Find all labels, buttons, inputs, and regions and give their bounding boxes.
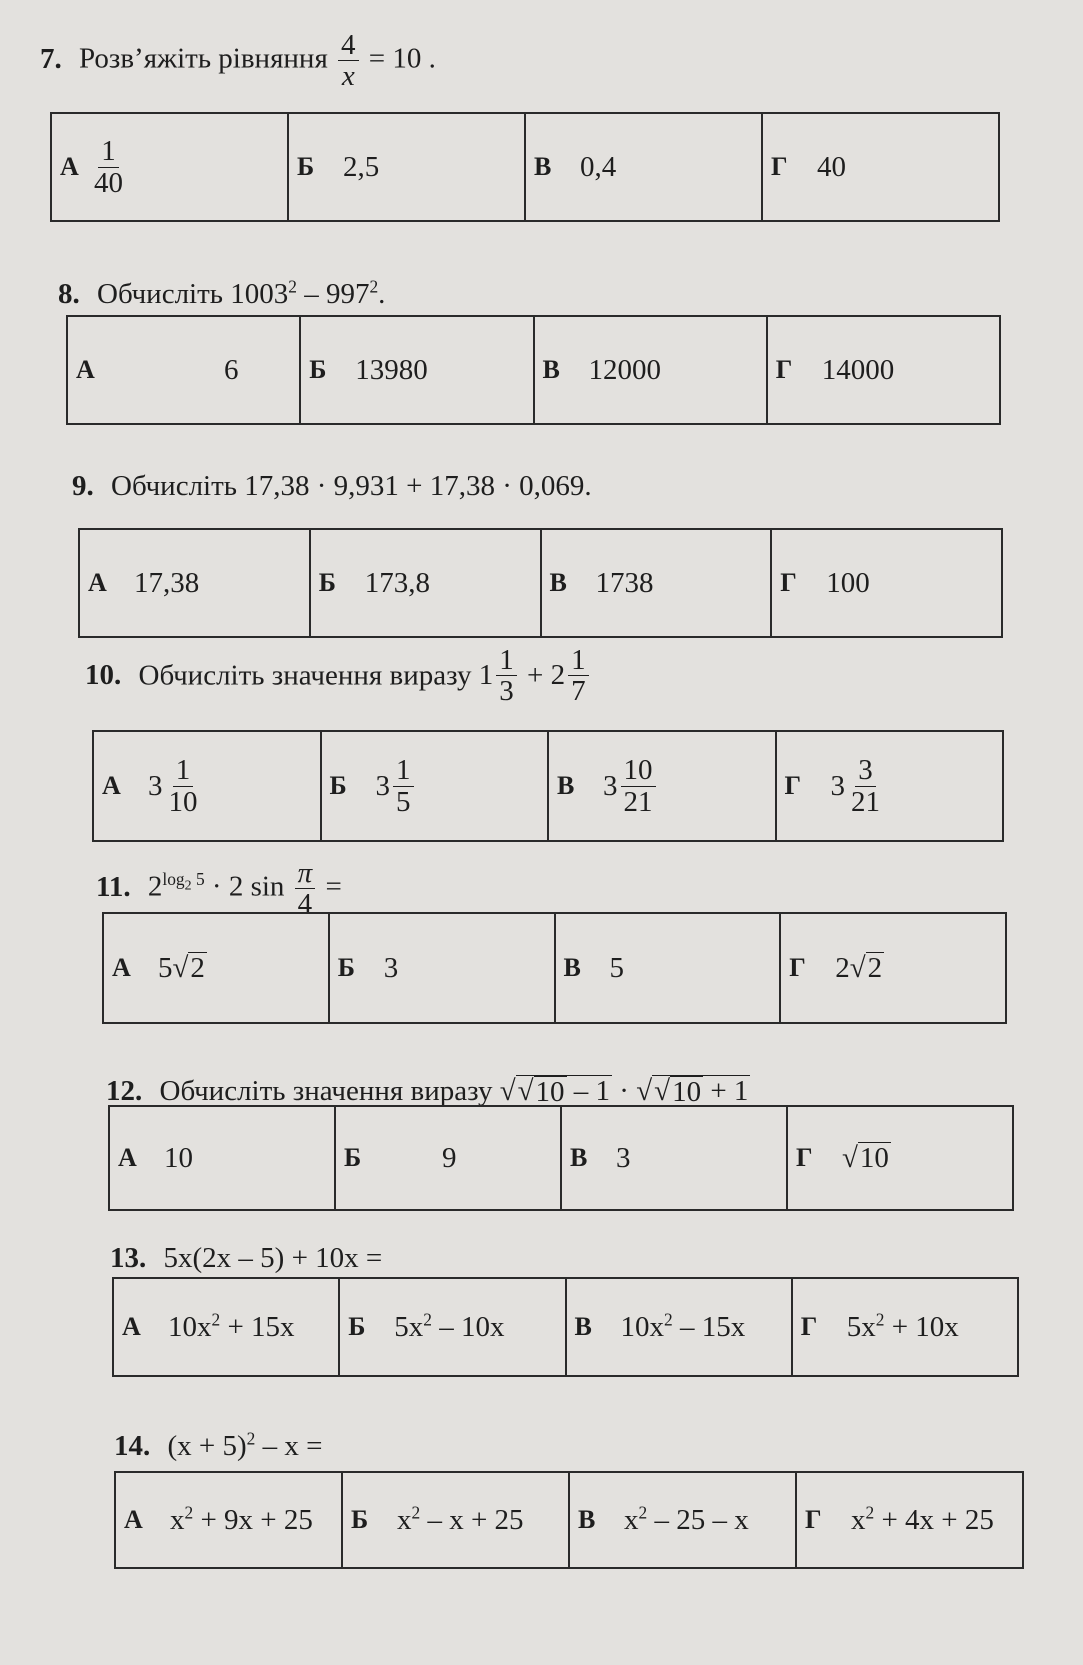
option-a[interactable]: А 10 — [110, 1107, 336, 1209]
option-g[interactable]: Г 40 — [771, 150, 846, 183]
option-v[interactable]: В $x^2 - 25$ – x — [570, 1473, 797, 1567]
option-g[interactable]: Г 3 $\frac{3}{21}$ — [784, 754, 880, 818]
option-g[interactable]: Г 14000 — [775, 353, 895, 386]
question-9: 9. Обчисліть 17,38 · 9,931 + 17,38 · 0,069. — [72, 470, 592, 502]
option-b[interactable]: Б 173,8 — [311, 530, 542, 636]
question-number: 8. — [58, 278, 80, 310]
question-13: 13. 5x(2x – 5) + 10x = — [110, 1242, 383, 1274]
option-b[interactable]: Б 2,5 — [289, 114, 526, 220]
question-number: 13. — [110, 1242, 147, 1274]
question-7: 7. Розв’яжіть рівняння $\frac{4}{x}$ = 10 . — [40, 29, 436, 93]
question-text: Розв’яжіть рівняння — [79, 42, 328, 75]
option-b[interactable]: Б $x^2 - x + 25$ — [343, 1473, 570, 1567]
option-v[interactable]: В 3 $\frac{10}{21}$ — [549, 732, 777, 840]
option-fraction: $\frac{1}{40}$ — [94, 135, 123, 199]
answer-table-13 — [112, 1277, 1019, 1377]
question-12: 12. Обчисліть значення виразу √ √ 10 – 1 · √ √ 10 + 1 — [106, 1075, 749, 1108]
option-g[interactable]: Г √ 10 — [796, 1141, 889, 1174]
option-v[interactable]: В $10x^2 - 15x$ — [567, 1279, 793, 1375]
answer-table-10 — [92, 730, 1004, 842]
question-10: 10. Обчисліть значення виразу 1 $\frac{1}{3}$ + 2 $\frac{1}{7}$ — [85, 645, 592, 707]
option-a[interactable]: А $10x^2 + 15x$ — [114, 1279, 340, 1375]
option-g[interactable]: Г $5x^2 + 10x$ — [800, 1308, 959, 1343]
option-a[interactable]: А 17,38 — [80, 530, 311, 636]
answer-table-7 — [50, 112, 1000, 222]
question-number: 10. — [85, 659, 122, 692]
option-v[interactable]: В 1738 — [542, 530, 773, 636]
question-number: 9. — [72, 470, 94, 502]
option-a[interactable]: А 5√ 2 — [104, 914, 330, 1022]
option-v[interactable]: В 12000 — [535, 317, 768, 423]
option-b[interactable]: Б 3 $\frac{1}{5}$ — [322, 732, 550, 840]
equation-rest: = 10 — [368, 42, 422, 75]
option-a[interactable]: А 6 — [68, 317, 301, 423]
option-b[interactable]: Б 9 — [336, 1107, 562, 1209]
option-b[interactable]: Б 3 — [330, 914, 556, 1022]
option-b[interactable]: Б $5x^2 - 10x$ — [340, 1279, 566, 1375]
nested-root: √ √ 10 – 1 — [499, 1075, 611, 1108]
question-8: 8. Обчисліть $1003^2 - 997^2$. — [58, 276, 386, 310]
answer-table-9 — [78, 528, 1003, 638]
option-v[interactable]: В 3 — [562, 1107, 788, 1209]
option-v[interactable]: В 5 — [556, 914, 782, 1022]
answer-table-11 — [102, 912, 1007, 1024]
answer-table-14 — [114, 1471, 1024, 1569]
question-number: 12. — [106, 1075, 143, 1107]
equation-fraction: $\frac{4}{x}$ — [338, 30, 359, 92]
option-g[interactable]: Г $x^2 + 4x + 25$ — [805, 1501, 994, 1536]
mixed-fraction: 1 $\frac{1}{3}$ — [479, 645, 520, 707]
question-number: 14. — [114, 1430, 151, 1462]
option-a[interactable]: А $\frac{1}{40}$ — [52, 114, 289, 220]
question-number: 11. — [96, 870, 131, 903]
mixed-fraction: 2 $\frac{1}{7}$ — [551, 645, 592, 707]
option-g[interactable]: Г 100 — [780, 566, 870, 599]
question-14: 14. $(x + 5)^2 - x$ = — [114, 1428, 323, 1462]
option-g[interactable]: Г 2√ 2 — [789, 951, 883, 984]
answer-table-12 — [108, 1105, 1014, 1211]
answer-table-8 — [66, 315, 1001, 425]
option-a[interactable]: А $x^2 + 9x + 25$ — [116, 1473, 343, 1567]
option-v[interactable]: В 0,4 — [526, 114, 763, 220]
question-number: 7. — [40, 42, 62, 75]
option-b[interactable]: Б 13980 — [301, 317, 534, 423]
option-a[interactable]: А 3 $\frac{1}{10}$ — [94, 732, 322, 840]
nested-root: √ √ 10 + 1 — [636, 1075, 749, 1108]
question-11: 11. $2^{log_2 5} \cdot 2$ sin $\frac{\pi}{4}$ = — [96, 857, 342, 921]
